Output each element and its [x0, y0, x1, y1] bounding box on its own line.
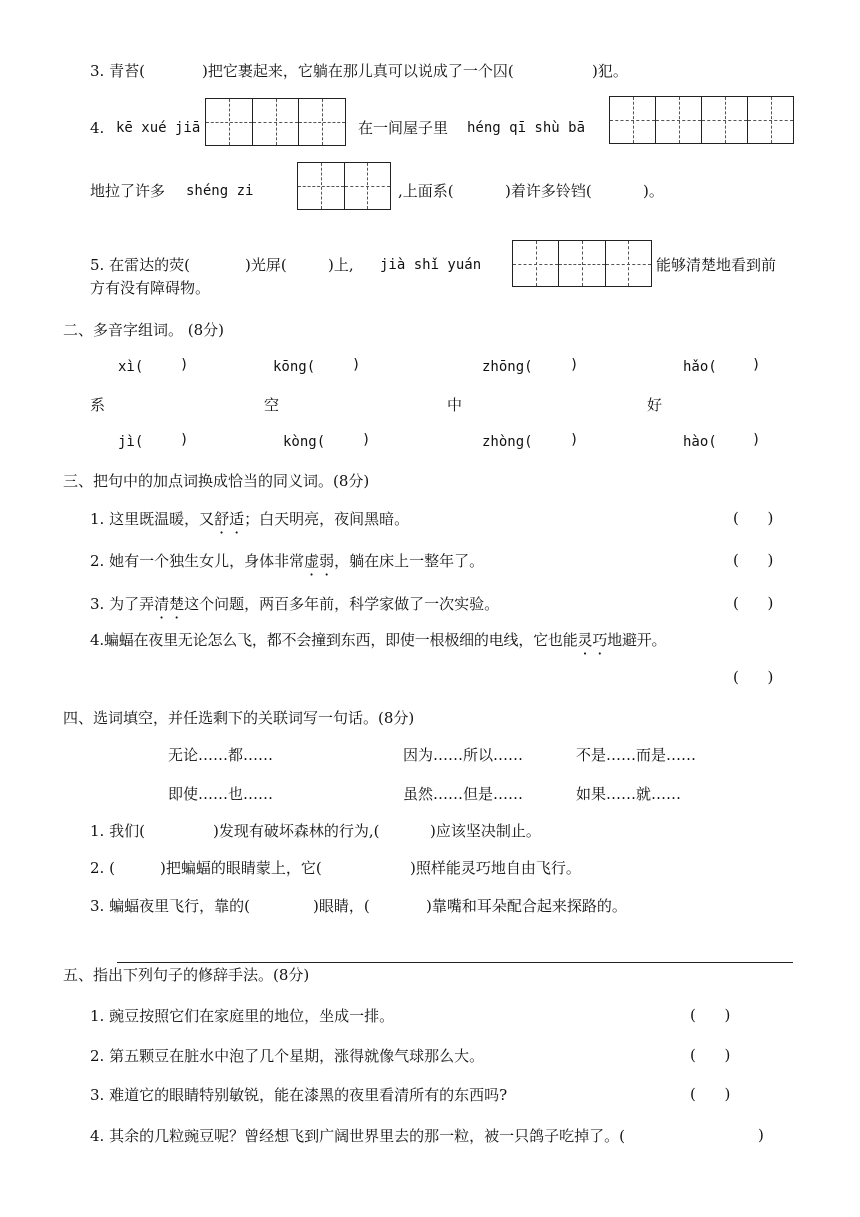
- blank-close: ): [180, 357, 189, 373]
- blank-close: ): [180, 432, 189, 448]
- polyphone-char: 系: [90, 396, 106, 414]
- q5-part-b: )光屏(: [245, 256, 287, 274]
- blank-close: ): [570, 432, 579, 448]
- blank-close: ): [570, 357, 579, 373]
- fill-sentence-1b: )发现有破坏森林的行为,(: [213, 822, 380, 840]
- conjunction-option: 因为……所以……: [403, 746, 524, 764]
- q5-part-e: 方有没有障碍物。: [90, 279, 211, 297]
- polyphone-pinyin: jì(: [118, 434, 144, 450]
- polyphone-pinyin: hào(: [683, 434, 717, 450]
- grid-cell[interactable]: [299, 99, 345, 145]
- q3-part-b: )把它裹起来，它躺在那儿真可以说成了一个囚(: [202, 62, 514, 80]
- fill-sentence-2a: 2. (: [90, 859, 115, 877]
- synonym-sentence-3: 3. 为了弄清楚这个问题，两百多年前，科学家做了一次实验。: [90, 595, 500, 613]
- polyphone-pinyin: kōng(: [273, 359, 316, 375]
- blank-close: ): [752, 357, 761, 373]
- dotted-char: 虚: [304, 552, 320, 570]
- rhetoric-sentence-2: 2. 第五颗豆在脏水中泡了几个星期，涨得就像气球那么大。: [90, 1047, 485, 1065]
- dotted-char: 巧: [592, 631, 608, 649]
- grid-cell[interactable]: [206, 99, 253, 145]
- q4-line2-d: )。: [643, 182, 664, 200]
- answer-blank[interactable]: ( ): [690, 1006, 731, 1024]
- q4-line2-c: )着许多铃铛(: [505, 182, 592, 200]
- q4-pinyin-3: shéng zi: [186, 183, 254, 199]
- answer-grid-kexuejia[interactable]: [205, 98, 346, 146]
- grid-cell[interactable]: [656, 97, 702, 143]
- synonym-sentence-4: 4.蝙蝠在夜里无论怎么飞，都不会撞到东西，即使一根极细的电线，它也能灵巧地避开。: [90, 631, 667, 649]
- blank-close: ): [758, 1126, 764, 1144]
- grid-cell[interactable]: [253, 99, 300, 145]
- polyphone-pinyin: zhòng(: [482, 434, 533, 450]
- grid-cell[interactable]: [559, 241, 605, 286]
- polyphone-char: 空: [264, 396, 280, 414]
- polyphone-pinyin: xì(: [118, 359, 144, 375]
- grid-cell[interactable]: [513, 241, 559, 286]
- dotted-char: 舒: [214, 510, 230, 528]
- dotted-char: 弱: [319, 552, 335, 570]
- conjunction-option: 虽然……但是……: [403, 785, 524, 803]
- answer-blank[interactable]: ( ): [733, 509, 774, 527]
- fill-sentence-2b: )把蝙蝠的眼睛蒙上，它(: [160, 859, 322, 877]
- polyphone-char: 中: [447, 396, 463, 414]
- synonym-sentence-1: 1. 这里既温暖，又舒适；白天明亮，夜间黑暗。: [90, 510, 410, 528]
- q4-pinyin-2: héng qī shù bā: [467, 120, 586, 136]
- section-4-title: 四、选词填空，并任选剩下的关联词写一句话。(8分): [63, 709, 415, 727]
- q3-part-c: )犯。: [592, 62, 628, 80]
- section-3-title: 三、把句中的加点词换成恰当的同义词。(8分): [63, 472, 370, 490]
- conjunction-option: 无论……都……: [168, 746, 274, 764]
- conjunction-option: 即使……也……: [168, 785, 274, 803]
- dotted-char: 适: [229, 510, 245, 528]
- section-5-title: 五、指出下列句子的修辞手法。(8分): [63, 966, 310, 984]
- answer-blank[interactable]: ( ): [690, 1046, 731, 1064]
- grid-cell[interactable]: [610, 97, 656, 143]
- answer-blank[interactable]: ( ): [733, 668, 774, 686]
- q5-pinyin: jià shǐ yuán: [380, 257, 482, 273]
- fill-sentence-2c: )照样能灵巧地自由飞行。: [410, 859, 581, 877]
- rhetoric-sentence-1: 1. 豌豆按照它们在家庭里的地位，坐成一排。: [90, 1007, 395, 1025]
- q4-number: 4.: [90, 119, 110, 137]
- dotted-char: 灵: [577, 631, 593, 649]
- polyphone-char: 好: [647, 396, 663, 414]
- conjunction-option: 不是……而是……: [576, 746, 697, 764]
- q3-part-a: 3. 青苔(: [90, 62, 145, 80]
- answer-grid-hengqishuba[interactable]: [609, 96, 794, 144]
- fill-sentence-3a: 3. 蝙蝠夜里飞行，靠的(: [90, 897, 250, 915]
- dotted-char: 楚: [169, 595, 185, 613]
- grid-cell[interactable]: [606, 241, 651, 286]
- writing-line[interactable]: [117, 962, 793, 963]
- grid-cell[interactable]: [748, 97, 793, 143]
- blank-close: ): [362, 432, 371, 448]
- answer-blank[interactable]: ( ): [733, 594, 774, 612]
- blank-close: ): [352, 357, 361, 373]
- q5-part-c: )上,: [328, 256, 359, 274]
- q4-line2-a: 地拉了许多: [90, 182, 170, 200]
- dotted-char: 清: [154, 595, 170, 613]
- fill-sentence-1a: 1. 我们(: [90, 822, 145, 840]
- q5-part-a: 5. 在雷达的荧(: [90, 256, 190, 274]
- polyphone-pinyin: hǎo(: [683, 359, 717, 375]
- section-2-title: 二、多音字组词。 (8分): [63, 321, 225, 339]
- q5-part-d: 能够清楚地看到前: [656, 256, 777, 274]
- fill-sentence-3c: )靠嘴和耳朵配合起来探路的。: [426, 897, 627, 915]
- q4-pinyin-1: kē xué jiā: [116, 120, 201, 136]
- answer-grid-jiashiyuan[interactable]: [512, 240, 652, 287]
- polyphone-pinyin: zhōng(: [482, 359, 533, 375]
- polyphone-pinyin: kòng(: [283, 434, 326, 450]
- grid-cell[interactable]: [298, 163, 345, 209]
- rhetoric-sentence-4: 4. 其余的几粒豌豆呢？曾经想飞到广阔世界里去的那一粒，被一只鸽子吃掉了。(: [90, 1127, 625, 1145]
- fill-sentence-1c: )应该坚决制止。: [430, 822, 541, 840]
- grid-cell[interactable]: [345, 163, 391, 209]
- fill-sentence-3b: )眼睛，(: [313, 897, 370, 915]
- rhetoric-sentence-3: 3. 难道它的眼睛特别敏锐，能在漆黑的夜里看清所有的东西吗?: [90, 1086, 508, 1104]
- synonym-sentence-2: 2. 她有一个独生女儿，身体非常虚弱，躺在床上一整年了。: [90, 552, 485, 570]
- q4-mid: 在一间屋子里: [358, 119, 453, 137]
- answer-blank[interactable]: ( ): [733, 551, 774, 569]
- grid-cell[interactable]: [702, 97, 748, 143]
- blank-close: ): [752, 432, 761, 448]
- answer-grid-shengzi[interactable]: [297, 162, 391, 210]
- q4-line2-b: ,上面系(: [398, 182, 454, 200]
- conjunction-option: 如果……就……: [576, 785, 682, 803]
- answer-blank[interactable]: ( ): [690, 1085, 731, 1103]
